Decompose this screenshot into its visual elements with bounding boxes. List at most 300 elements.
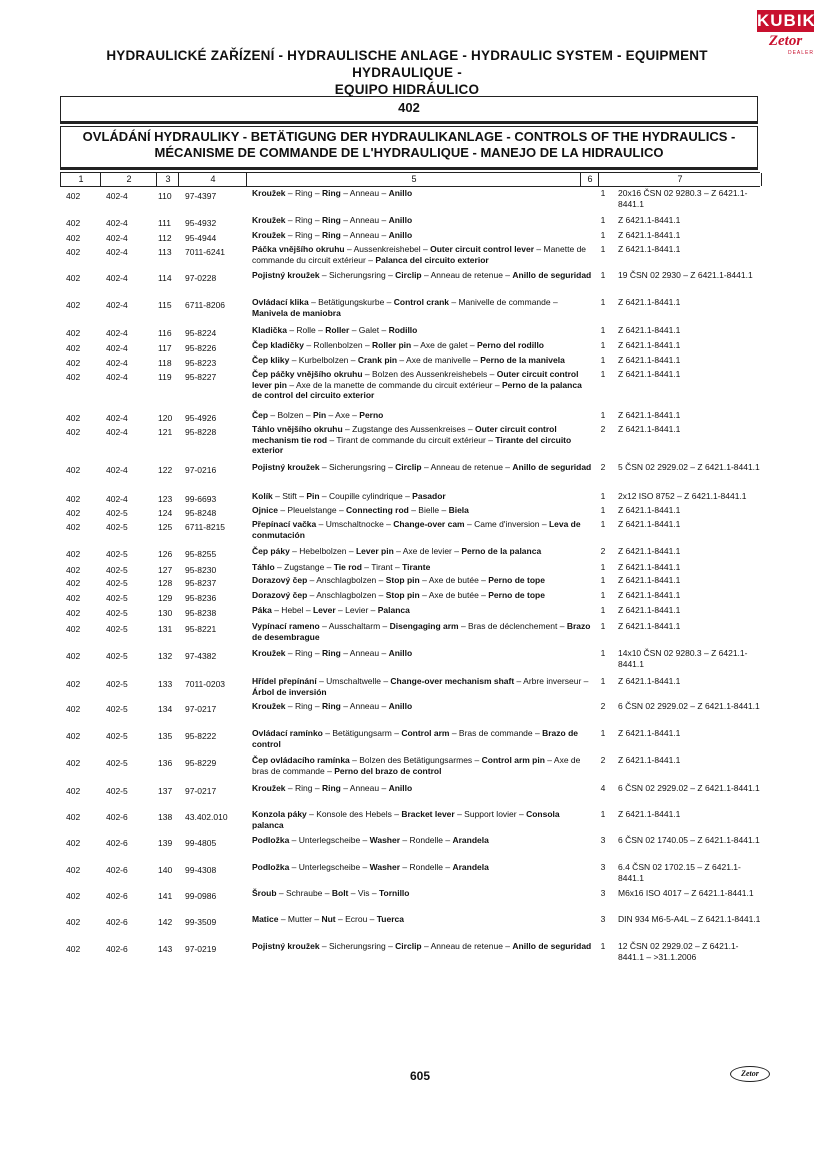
quantity-cell: 1	[600, 562, 606, 572]
group-cell: 402	[66, 372, 81, 382]
description-cell	[252, 505, 592, 516]
part-number-cell: 43.402.010	[185, 812, 228, 822]
figure-cell: 402-5	[106, 704, 128, 714]
position-cell: 117	[158, 343, 172, 353]
description-czech: Čep	[252, 410, 269, 420]
group-cell: 402	[66, 300, 81, 310]
description-spanish: Arandela	[452, 862, 489, 872]
description-german: – Anschlagbolzen –	[307, 590, 386, 600]
description-spanish: Palanca del circuito exterior	[375, 254, 489, 265]
figure-cell: 402-4	[106, 300, 128, 310]
description-english: Connecting rod	[346, 505, 409, 515]
note-cell: Z 6421.1-8441.1	[618, 590, 681, 600]
description-spanish: Anillo	[388, 230, 413, 240]
description-english: Ring	[321, 188, 341, 198]
group-cell: 402	[66, 522, 81, 532]
description-spanish: Biela	[448, 505, 469, 515]
description-german: – Ring –	[285, 230, 322, 240]
description-cell	[252, 546, 592, 557]
description-spanish: Leva de conmutación	[252, 519, 581, 540]
quantity-cell: 3	[600, 835, 606, 845]
description-german: – Bolzen des Aussenkreishebels –	[362, 369, 497, 379]
quantity-cell: 1	[600, 676, 606, 686]
description-cell	[252, 562, 592, 573]
note-cell: 12 ČSN 02 2929.02 – Z 6421.1-8441.1 – >31.1.2006	[618, 941, 739, 962]
note-cell: Z 6421.1-8441.1	[618, 244, 681, 254]
position-cell: 111	[158, 218, 171, 228]
note-cell: 6 ČSN 02 1740.05 – Z 6421.1-8441.1	[618, 835, 760, 845]
description-german: – Ring –	[285, 783, 322, 793]
description-french: – Coupille cylindrique –	[319, 491, 413, 501]
description-french: – Manette de commande du circuit extérieur –	[252, 244, 587, 265]
description-spanish: Consola palanca	[252, 809, 560, 830]
quantity-cell: 2	[600, 462, 606, 472]
description-spanish: Arandela	[452, 835, 489, 845]
position-cell: 136	[158, 758, 173, 768]
part-number-cell: 97-0217	[185, 786, 217, 796]
description-french: – Anneau –	[340, 188, 389, 198]
note-cell: 6 ČSN 02 2929.02 – Z 6421.1-8441.1	[618, 701, 760, 711]
description-cell	[252, 424, 592, 456]
note-cell: Z 6421.1-8441.1	[618, 505, 681, 515]
part-number-cell: 99-0986	[185, 891, 217, 901]
note-cell: Z 6421.1-8441.1	[618, 809, 681, 819]
figure-cell: 402-5	[106, 593, 128, 603]
description-german: – Ring –	[285, 215, 322, 225]
group-cell: 402	[66, 704, 81, 714]
description-spanish: Rodillo	[388, 325, 418, 335]
description-czech: Táhlo	[252, 562, 275, 572]
description-french: – Tirant de commande du circuit extérieur –	[327, 434, 496, 445]
group-cell: 402	[66, 786, 81, 796]
position-cell: 121	[158, 427, 173, 437]
description-english: Lever pin	[355, 546, 394, 556]
quantity-cell: 1	[600, 230, 606, 240]
note-cell: Z 6421.1-8441.1	[618, 676, 681, 686]
zetor-footer-logo: Zetor	[730, 1066, 770, 1082]
description-french: – Anneau de retenue –	[421, 462, 513, 472]
description-spanish: Pasador	[412, 491, 446, 501]
note-cell: Z 6421.1-8441.1	[618, 340, 681, 350]
description-french: – Manivelle de commande –	[449, 297, 558, 307]
description-french: – Axe de levier –	[393, 546, 462, 556]
description-cell	[252, 244, 592, 265]
quantity-cell: 4	[600, 783, 606, 793]
figure-cell: 402-4	[106, 372, 128, 382]
part-number-cell: 95-4944	[185, 233, 217, 243]
part-number-cell: 97-0216	[185, 465, 217, 475]
group-cell: 402	[66, 578, 81, 588]
description-german: – Hebel –	[271, 605, 313, 615]
figure-cell: 402-4	[106, 413, 128, 423]
description-english: Outer circuit control lever pin	[252, 369, 579, 390]
description-french: – Axe de galet –	[411, 340, 477, 350]
description-german: – Hebelbolzen –	[289, 546, 356, 556]
column-header-4: 4	[178, 173, 247, 186]
section-title-line1: OVLÁDÁNÍ HYDRAULIKY - BETÄTIGUNG DER HYDRAULIKANLAGE - CONTROLS OF THE HYDRAULICS -	[82, 129, 736, 144]
description-czech: Podložka	[252, 835, 290, 845]
position-cell: 140	[158, 865, 173, 875]
position-cell: 126	[158, 549, 173, 559]
description-german: – Sicherungsring –	[319, 941, 396, 951]
description-german: – Sicherungsring –	[319, 462, 396, 472]
description-english: Roller	[325, 325, 350, 335]
description-czech: Ojnice	[252, 505, 278, 515]
description-german: – Umschaltnocke –	[316, 519, 394, 529]
description-czech: Dorazový čep	[252, 575, 308, 585]
quantity-cell: 1	[600, 355, 606, 365]
quantity-cell: 1	[600, 215, 606, 225]
description-spanish: Brazo de desembrague	[252, 621, 591, 642]
group-cell: 402	[66, 247, 81, 257]
description-german: – Betätigungskurbe –	[308, 297, 394, 307]
figure-cell: 402-4	[106, 358, 128, 368]
quantity-cell: 1	[600, 369, 606, 379]
figure-cell: 402-4	[106, 328, 128, 338]
description-czech: Kroužek	[252, 215, 286, 225]
position-cell: 143	[158, 944, 173, 954]
group-cell: 402	[66, 812, 81, 822]
description-french: – Bras de déclenchement –	[458, 621, 567, 631]
description-spanish: Perno de la manivela	[480, 355, 565, 365]
description-english: Stop pin	[385, 575, 420, 585]
part-number-cell: 97-0219	[185, 944, 217, 954]
description-german: – Bolzen –	[268, 410, 313, 420]
description-spanish: Anillo de seguridad	[512, 941, 592, 951]
part-number-cell: 97-0228	[185, 273, 217, 283]
description-german: – Ring –	[285, 701, 322, 711]
description-french: – Axe de manivelle –	[397, 355, 481, 365]
description-french: – Bielle –	[408, 505, 449, 515]
position-cell: 116	[158, 328, 172, 338]
part-number-cell: 6711-8215	[185, 522, 226, 532]
description-cell	[252, 491, 592, 502]
figure-cell: 402-5	[106, 608, 128, 618]
description-english: Roller pin	[372, 340, 412, 350]
group-cell: 402	[66, 508, 81, 518]
description-french: – Axe de bras de commande –	[252, 755, 581, 776]
group-cell: 402	[66, 191, 81, 201]
figure-cell: 402-4	[106, 247, 128, 257]
description-german: – Anschlagbolzen –	[307, 575, 386, 585]
position-cell: 122	[158, 465, 173, 475]
description-czech: Kroužek	[252, 648, 286, 658]
description-spanish: Anillo de seguridad	[512, 270, 592, 280]
figure-cell: 402-4	[106, 191, 128, 201]
description-german: – Rollenbolzen –	[303, 340, 373, 350]
description-cell	[252, 462, 592, 473]
description-french: – Axe de la manette de commande du circuit extérieur –	[286, 379, 502, 390]
description-german: – Ring –	[285, 188, 322, 198]
description-cell	[252, 519, 592, 540]
part-number-cell: 99-4805	[185, 838, 217, 848]
description-english: Control arm pin	[481, 755, 545, 765]
description-french: – Anneau de retenue –	[421, 270, 513, 280]
part-number-cell: 95-8238	[185, 608, 217, 618]
column-header-1: 1	[60, 173, 101, 186]
description-spanish: Perno de la palanca de control del circuito exterior	[252, 379, 582, 400]
figure-cell: 402-6	[106, 917, 128, 927]
part-number-cell: 97-4397	[185, 191, 217, 201]
description-czech: Kolík	[252, 491, 273, 501]
description-spanish: Anillo	[388, 701, 413, 711]
description-czech: Přepínací vačka	[252, 519, 317, 529]
description-spanish: Tirante del circuito exterior	[252, 434, 572, 455]
description-english: Circlip	[395, 462, 422, 472]
group-cell: 402	[66, 917, 81, 927]
description-spanish: Perno del brazo de control	[334, 765, 442, 776]
group-cell: 402	[66, 427, 81, 437]
figure-cell: 402-5	[106, 786, 128, 796]
description-cell	[252, 270, 592, 281]
group-cell: 402	[66, 758, 81, 768]
quantity-cell: 3	[600, 914, 606, 924]
quantity-cell: 2	[600, 701, 606, 711]
dealer-label: DEALER	[787, 50, 814, 56]
quantity-cell: 1	[600, 590, 606, 600]
description-czech: Čep kladičky	[252, 340, 304, 350]
description-cell	[252, 888, 592, 899]
note-cell: Z 6421.1-8441.1	[618, 424, 681, 434]
group-cell: 402	[66, 218, 81, 228]
figure-cell: 402-4	[106, 218, 128, 228]
section-title	[60, 126, 758, 168]
quantity-cell: 1	[600, 325, 606, 335]
description-cell	[252, 410, 592, 421]
note-cell: 19 ČSN 02 2930 – Z 6421.1-8441.1	[618, 270, 753, 280]
group-code: 402	[60, 96, 758, 122]
description-french: – Rondelle –	[400, 835, 453, 845]
description-french: – Anneau de retenue –	[421, 941, 513, 951]
description-french: – Anneau –	[340, 230, 389, 240]
part-number-cell: 95-8255	[185, 549, 217, 559]
description-french: – Came d'inversion –	[464, 519, 549, 529]
position-cell: 127	[158, 565, 173, 575]
description-czech: Páka	[252, 605, 272, 615]
quantity-cell: 1	[600, 519, 606, 529]
description-spanish: Palanca	[377, 605, 410, 615]
page-title-line2: EQUIPO HIDRÁULICO	[334, 82, 480, 97]
group-cell: 402	[66, 651, 81, 661]
position-cell: 141	[158, 891, 173, 901]
description-english: Crank pin	[357, 355, 398, 365]
description-english: Ring	[321, 701, 341, 711]
quantity-cell: 2	[600, 755, 606, 765]
description-cell	[252, 340, 592, 351]
description-english: Tie rod	[333, 562, 362, 572]
group-cell: 402	[66, 679, 81, 689]
quantity-cell: 2	[600, 424, 606, 434]
description-english: Pin	[312, 410, 327, 420]
description-french: – Tirant –	[361, 562, 403, 572]
group-cell: 402	[66, 465, 81, 475]
part-number-cell: 95-8227	[185, 372, 217, 382]
description-french: – Levier –	[335, 605, 378, 615]
part-number-cell: 95-8230	[185, 565, 217, 575]
description-cell	[252, 914, 592, 925]
position-cell: 138	[158, 812, 173, 822]
figure-cell: 402-5	[106, 578, 128, 588]
description-cell	[252, 676, 592, 697]
position-cell: 131	[158, 624, 173, 634]
quantity-cell: 1	[600, 605, 606, 615]
position-cell: 129	[158, 593, 173, 603]
description-spanish: Anillo	[388, 215, 413, 225]
description-czech: Čep kliky	[252, 355, 290, 365]
part-number-cell: 95-8248	[185, 508, 217, 518]
description-cell	[252, 355, 592, 366]
description-cell	[252, 728, 592, 749]
description-english: Change-over cam	[393, 519, 465, 529]
position-cell: 113	[158, 247, 172, 257]
figure-cell: 402-5	[106, 522, 128, 532]
description-czech: Čep páčky vnějšího okruhu	[252, 369, 363, 379]
description-english: Washer	[369, 862, 401, 872]
description-french: – Bras de commande –	[449, 728, 543, 738]
figure-cell: 402-4	[106, 465, 128, 475]
part-number-cell: 7011-0203	[185, 679, 226, 689]
quantity-cell: 1	[600, 505, 606, 515]
group-cell: 402	[66, 358, 81, 368]
description-czech: Páčka vnějšího okruhu	[252, 244, 345, 254]
note-cell: 5 ČSN 02 2929.02 – Z 6421.1-8441.1	[618, 462, 760, 472]
description-english: Control crank	[393, 297, 450, 307]
description-cell	[252, 862, 592, 873]
note-cell: Z 6421.1-8441.1	[618, 230, 681, 240]
part-number-cell: 95-8223	[185, 358, 217, 368]
description-french: – Rondelle –	[400, 862, 453, 872]
description-spanish: Perno de la palanca	[461, 546, 542, 556]
note-cell: 6 ČSN 02 2929.02 – Z 6421.1-8441.1	[618, 783, 760, 793]
part-number-cell: 99-6693	[185, 494, 217, 504]
quantity-cell: 1	[600, 188, 606, 198]
description-cell	[252, 297, 592, 318]
description-english: Stop pin	[385, 590, 420, 600]
description-english: Ring	[321, 230, 341, 240]
position-cell: 119	[158, 372, 172, 382]
description-czech: Kladička	[252, 325, 287, 335]
note-cell: Z 6421.1-8441.1	[618, 215, 681, 225]
column-header-6: 6	[580, 173, 599, 186]
description-czech: Čep páky	[252, 546, 290, 556]
description-german: – Unterlegscheibe –	[289, 862, 370, 872]
description-german: – Ausschaltarm –	[319, 621, 390, 631]
part-number-cell: 95-8236	[185, 593, 217, 603]
group-cell: 402	[66, 549, 81, 559]
figure-cell: 402-6	[106, 944, 128, 954]
description-german: – Stift –	[272, 491, 307, 501]
position-cell: 120	[158, 413, 173, 423]
description-german: – Zugstange –	[274, 562, 334, 572]
description-czech: Táhlo vnějšího okruhu	[252, 424, 343, 434]
part-number-cell: 95-4926	[185, 413, 217, 423]
description-spanish: Perno del rodillo	[476, 340, 544, 350]
quantity-cell: 1	[600, 648, 606, 658]
note-cell: 14x10 ČSN 02 9280.3 – Z 6421.1-8441.1	[618, 648, 748, 669]
group-cell: 402	[66, 593, 81, 603]
group-cell: 402	[66, 624, 81, 634]
position-cell: 123	[158, 494, 173, 504]
description-english: Washer	[369, 835, 401, 845]
quantity-cell: 3	[600, 862, 606, 872]
description-english: Outer circuit control mechanism tie rod	[252, 424, 557, 445]
group-cell: 402	[66, 865, 81, 875]
description-cell	[252, 215, 592, 226]
figure-cell: 402-5	[106, 679, 128, 689]
description-english: Bracket lever	[401, 809, 455, 819]
part-number-cell: 99-3509	[185, 917, 217, 927]
quantity-cell: 2	[600, 546, 606, 556]
note-cell: 20x16 ČSN 02 9280.3 – Z 6421.1-8441.1	[618, 188, 748, 209]
note-cell: Z 6421.1-8441.1	[618, 297, 681, 307]
description-english: Disengaging arm	[389, 621, 459, 631]
description-cell	[252, 701, 592, 712]
note-cell: Z 6421.1-8441.1	[618, 575, 681, 585]
figure-cell: 402-4	[106, 233, 128, 243]
description-czech: Ovládací ramínko	[252, 728, 323, 738]
part-number-cell: 95-4932	[185, 218, 217, 228]
description-cell	[252, 783, 592, 794]
quantity-cell: 1	[600, 575, 606, 585]
column-header-3: 3	[156, 173, 179, 186]
description-czech: Pojistný kroužek	[252, 941, 320, 951]
description-french: – Anneau –	[340, 783, 389, 793]
description-german: – Rolle –	[286, 325, 326, 335]
description-german: – Bolzen des Betätigungsarmes –	[349, 755, 482, 765]
description-spanish: Anillo	[388, 188, 413, 198]
quantity-cell: 1	[600, 728, 606, 738]
part-number-cell: 95-8222	[185, 731, 217, 741]
quantity-cell: 1	[600, 244, 606, 254]
column-header-5: 5	[246, 173, 581, 186]
description-french: – Anneau –	[340, 215, 389, 225]
description-english: Ring	[321, 783, 341, 793]
position-cell: 137	[158, 786, 173, 796]
position-cell: 110	[158, 191, 172, 201]
quantity-cell: 1	[600, 340, 606, 350]
quantity-cell: 1	[600, 410, 606, 420]
description-czech: Dorazový čep	[252, 590, 308, 600]
description-french: – Axe –	[326, 410, 360, 420]
figure-cell: 402-4	[106, 494, 128, 504]
position-cell: 130	[158, 608, 173, 618]
quantity-cell: 1	[600, 809, 606, 819]
note-cell: Z 6421.1-8441.1	[618, 355, 681, 365]
note-cell: 2x12 ISO 8752 – Z 6421.1-8441.1	[618, 491, 747, 501]
group-cell: 402	[66, 891, 81, 901]
position-cell: 135	[158, 731, 173, 741]
description-english: Change-over mechanism shaft	[390, 676, 515, 686]
description-french: – Anneau –	[340, 648, 389, 658]
description-spanish: Anillo	[388, 648, 413, 658]
group-cell: 402	[66, 328, 81, 338]
part-number-cell: 95-8237	[185, 578, 217, 588]
column-header-7: 7	[598, 173, 762, 186]
quantity-cell: 3	[600, 888, 606, 898]
description-german: – Unterlegscheibe –	[289, 835, 370, 845]
part-number-cell: 95-8229	[185, 758, 217, 768]
note-cell: DIN 934 M6-5-A4L – Z 6421.1-8441.1	[618, 914, 761, 924]
description-cell	[252, 809, 592, 830]
description-spanish: Perno de tope	[488, 590, 545, 600]
quantity-cell: 1	[600, 941, 606, 951]
description-czech: Pojistný kroužek	[252, 462, 320, 472]
figure-cell: 402-4	[106, 343, 128, 353]
note-cell: Z 6421.1-8441.1	[618, 728, 681, 738]
description-spanish: Árbol de inversión	[252, 686, 327, 697]
description-english: Pin	[306, 491, 320, 501]
description-spanish: Perno	[359, 410, 384, 420]
